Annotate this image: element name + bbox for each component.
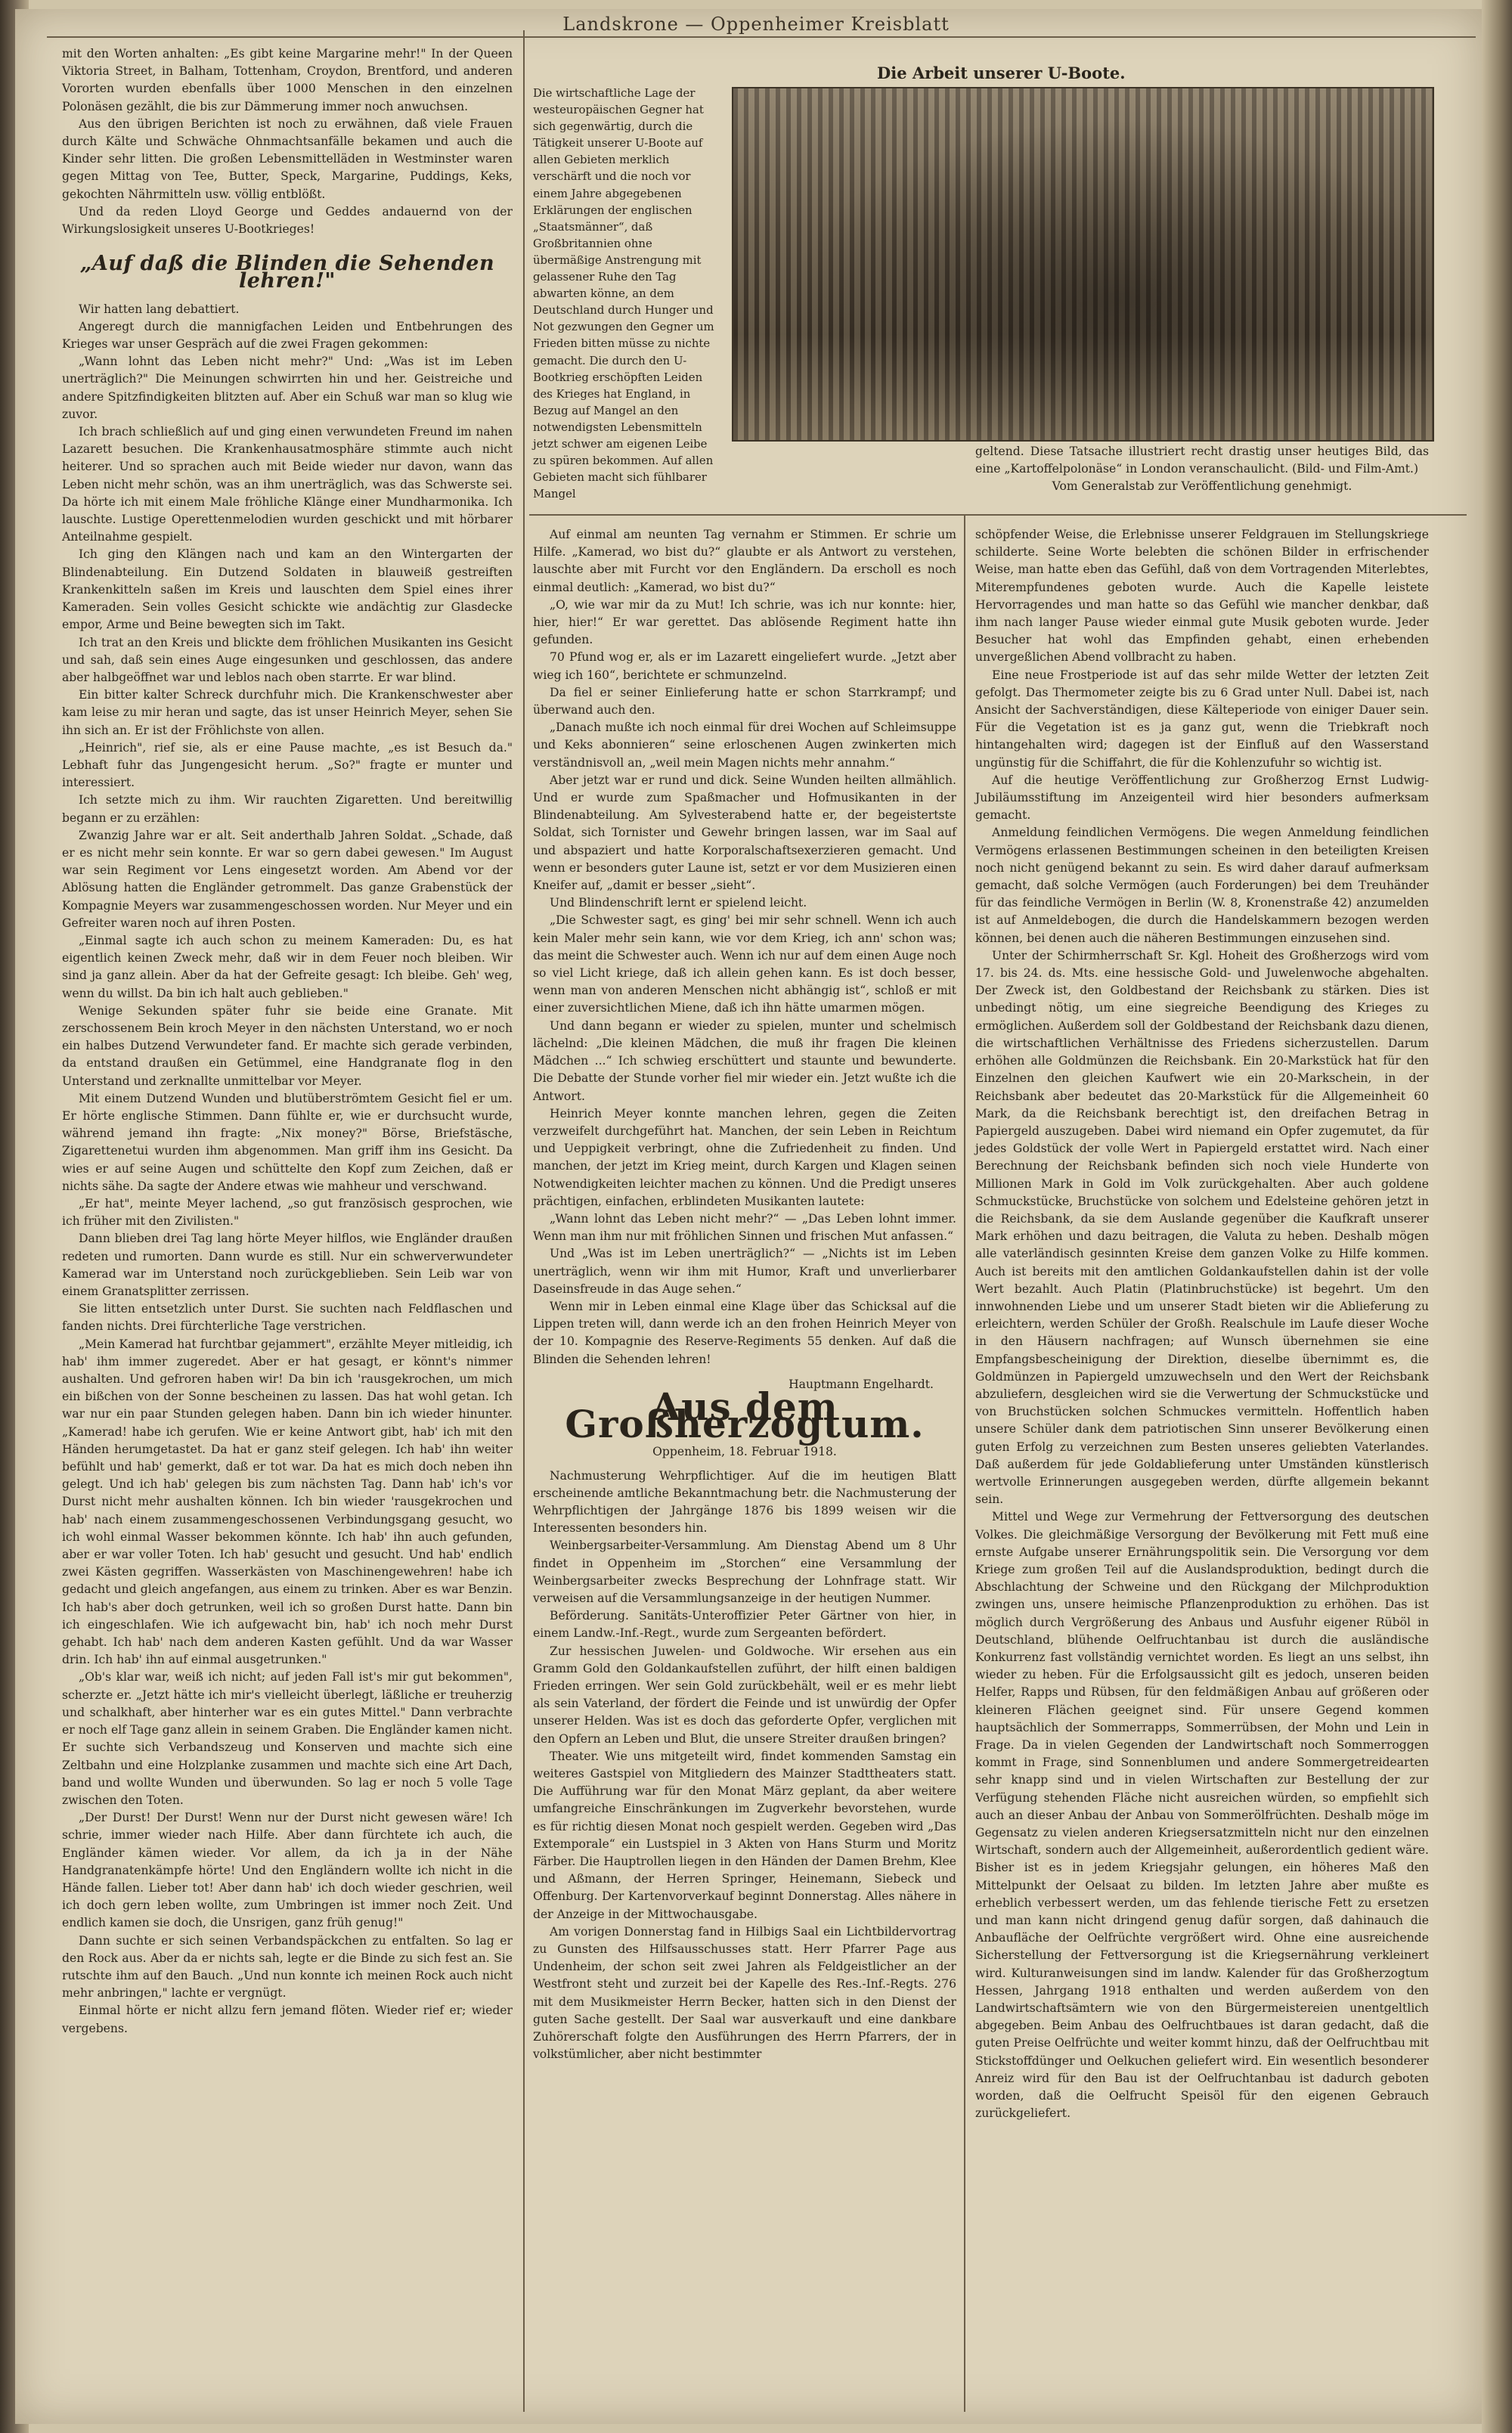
news-item: schöpfender Weise, die Erlebnisse unserer Feldgrauen im Stellungskriege schilderte. Seine Worte belebten die schönen Bilder in erfrischender Weise, man hatte eben das Gefühl, daß von dem Vortragenden Miterlebtes, Miterempfundenes geboten wurde. Auch die Kapelle leistete Hervorragendes und man hatte so das Gefühl wie mancher denkbar, daß ihm nach langer Pause wieder einmal gute Musik geboten wurde. Jeder Besucher hat wohl das Empfinden gehabt, einen erhebenden unvergeßlichen Abend vollbracht zu haben.	[975, 528, 1429, 665]
column-rule-left	[523, 30, 525, 2412]
story-paragraph: „Wann lohnt das Leben nicht mehr?“ — „Das Leben lohnt immer. Wenn man ihm nur mit fröhlichen Sinnen und frischen Mut anfassen.“	[533, 1211, 956, 1244]
column-middle	[533, 526, 956, 2063]
story-paragraph: Sie litten entsetzlich unter Durst. Sie suchten nach Feldflaschen und fanden nichts. Drei fürchterliche Tage verstrichen.	[62, 1302, 513, 1334]
story-paragraph: Ich ging den Klängen nach und kam an den Wintergarten der Blindenabteilung. Ein Dutzend Soldaten in blauweiß gestreiften Krankenkitteln saßen im Kreis und lauschten dem Spiel eines ihrer Kameraden. Sein volles Gesicht schickte wie andächtig zur Glasdecke empor, Arme und Beine bewegten sich im Takt.	[62, 547, 513, 632]
story-paragraph: Ein bitter kalter Schreck durchfuhr mich. Die Krankenschwester aber kam leise zu mir heran und sagte, das ist unser Heinrich Meyer, sehen Sie ihn sich an. Er ist der Fröhlichste von allen.	[62, 688, 513, 737]
story-paragraph: Da fiel er seiner Einlieferung hatte er schon Starrkrampf; und überwand auch den.	[533, 685, 956, 718]
story-paragraph: „Ob's klar war, weiß ich nicht; auf jeden Fall ist's mir gut bekommen", scherzte er. „Jetzt hätte ich mir's vielleicht überlegt, läßliche er treuherzig und schalkhaft, aber hinterher war es ein gutes Mittel." Dann verbrachte er noch elf Tage ganz allein in seinem Graben. Die Engländer kamen nicht. Er suchte sich Verbandszeug und Konserven und machte sich eine Zeltbahn und eine Holzplanke zusammen und machte sich eine Art Dach, band und wollte Wunden und überwunden. So lag er noch 5 volle Tage zwischen den Toten.	[62, 1670, 513, 1807]
story-paragraph: Heinrich Meyer konnte manchen lehren, gegen die Zeiten verzweifelt durchgeführt hat. Manchen, der sein Leben in Reichtum und Ueppigkeit verbringt, ohne die Zufriedenheit zu finden. Und manchen, der jetzt im Krieg meint, durch Kargen und Klagen seinen Notwendigkeiten leichter machen zu können. Und die Predigt unseres prächtigen, einfachen, erblindeten Musikanten lautete:	[533, 1106, 956, 1208]
story-paragraph: „Einmal sagte ich auch schon zu meinem Kameraden: Du, es hat eigentlich keinen Zweck mehr, daß wir in dem Feuer noch bleiben. Wir sind ja ganz allein. Aber da hat der Gefreite gesagt: Ich bleibe. Geh' weg, wenn du willst. Da bin ich halt auch geblieben."	[62, 933, 513, 1000]
story-paragraph: 70 Pfund wog er, als er im Lazarett eingeliefert wurde. „Jetzt aber wieg ich 160“, berichtete er schmunzelnd.	[533, 650, 956, 682]
header-rule	[47, 36, 1476, 38]
story-paragraph: „Der Durst! Der Durst! Wenn nur der Durst nicht gewesen wäre! Ich schrie, immer wieder nach Hilfe. Aber dann fürchtete ich auch, die Engländer kämen wieder. Vor allem, da ich ja in der Nähe Handgranatenkämpfe hörte! Und den Engländern wollte ich nicht in die Hände fallen. Lieber tot! Aber dann hab' ich doch wieder geschrien, weil ich doch gern leben wollte, zum Umbringen ist immer noch Zeit. Und endlich kamen sie doch, die Unsrigen, ganz früh genug!"	[62, 1811, 513, 1930]
story-paragraph: Wir hatten lang debattiert.	[79, 302, 240, 316]
story-paragraph: Dann blieben drei Tag lang hörte Meyer hilflos, wie Engländer draußen redeten und rumorten. Dann wurde es still. Nur ein schwerverwundeter Kamerad war im Unterstand noch zurückgeblieben. Sein Leib war von einem Granatsplitter zerrissen.	[62, 1232, 513, 1299]
queue-photograph	[732, 87, 1434, 442]
story-paragraph: „Heinrich", rief sie, als er eine Pause machte, „es ist Besuch da." Lebhaft fuhr das Jungengesicht herum. „So?" fragte er munter und interessiert.	[62, 740, 513, 790]
article-paragraph: mit den Worten anhalten: „Es gibt keine Margarine mehr!" In der Queen Viktoria Street, in Balham, Tottenham, Croydon, Brentford, und anderen Vororten wurden ebenfalls über 1000 Menschen in den einzelnen Polonäsen gezählt, die bis zur Dämmerung immer noch anwuchsen.	[62, 47, 513, 113]
photo-credit: Vom Generalstab zur Veröffentlichung genehmigt.	[1052, 479, 1352, 493]
story-paragraph: „Er hat", meinte Meyer lachend, „so gut französisch gesprochen, wie ich früher mit den Zivilisten."	[62, 1197, 513, 1229]
story-paragraph: Zwanzig Jahre war er alt. Seit anderthalb Jahren Soldat. „Schade, daß er es nicht mehr sein konnte. Er war so gern dabei gewesen." Im August war sein Regiment vor Lens eingesetzt worden. Am Abend vor der Ablösung hatten die Engländer getrommelt. Das ganze Grabenstück der Kompagnie Meyers war zusammengeschossen worden. Nur Meyer und ein Gefreiter waren noch auf ihren Posten.	[62, 828, 513, 930]
dateline: Oppenheim, 18. Februar 1918.	[652, 1445, 837, 1459]
story-paragraph: Wenn mir in Leben einmal eine Klage über das Schicksal auf die Lippen treten will, dann werde ich an den frohen Heinrich Meyer von der 10. Kompagnie des Reserve-Regiments 55 denken. Auf daß die Blinden die Sehenden lehren!	[533, 1299, 956, 1366]
photo-title: Die Arbeit unserer U-Boote.	[877, 64, 1126, 82]
story-paragraph: Und „Was ist im Leben unerträglich?“ — „Nichts ist im Leben unerträglich, wenn wir ihm mit Humor, Kraft und unverlierbarer Daseinsfreude in das Auge sehen.“	[533, 1247, 956, 1296]
news-item: Am vorigen Donnerstag fand in Hilbigs Saal ein Lichtbildervortrag zu Gunsten des Hilfsausschusses statt. Herr Pfarrer Page aus Undenheim, der schon seit zwei Jahren als Feldgeistlicher an der Westfront steht und zurzeit bei der Kapelle des Res.-Inf.-Regts. 276 mit dem Musikmeister Herrn Becker, hatten sich in den Dienst der guten Sache gestellt. Der Saal war ausverkauft und eine dankbare Zuhörerschaft folgte den Ausführungen des Herrn Pfarrers, der in volkstümlicher, aber nicht bestimmter	[533, 1924, 956, 2062]
news-item: Auf die heutige Veröffentlichung zur Großherzog Ernst Ludwig-Jubiläumsstiftung im Anzeigenteil wird hier besonders aufmerksam gemacht.	[975, 773, 1429, 823]
news-item: Nachmusterung Wehrpflichtiger. Auf die im heutigen Blatt erscheinende amtliche Bekanntmachung betr. die Nachmusterung der Wehrpflichtigen der Jahrgänge 1876 bis 1899 weisen wir die Interessenten besonders hin.	[533, 1468, 956, 1536]
photo-caption	[975, 443, 1429, 495]
news-item: Unter der Schirmherrschaft Sr. Kgl. Hoheit des Großherzogs wird vom 17. bis 24. ds. Mts. eine hessische Gold- und Juwelenwoche abgehalten. Der Zweck ist, den Goldbestand der Reichsbank zu stärken. Dies ist unbedingt nötig, um eine siegreiche Beendigung des Krieges zu ermöglichen. Außerdem soll der Goldbestand der Reichsbank dazu dienen, die wirtschaftlichen Verhältnisse des Friedens sicherzustellen. Darum erhöhen alle Goldmünzen die Reichsbank. Ein 20-Markstück hat für den Einzelnen den gleichen Kaufwert wie ein 20-Markschein, in der Reichsbank aber bedeutet das 20-Markstück für die Allgemeinheit 60 Mark, da die Reichsbank berechtigt ist, den dreifachen Betrag in Papiergeld auszugeben. Dabei wird niemand ein Opfer zugemutet, da für jedes Goldstück der volle Wert in Papiergeld erstattet wird. Nach einer Berechnung der Reichsbank befinden sich noch viele Hunderte von Millionen Mark in Gold im Volk zurückgehalten. Aber auch goldene Schmuckstücke, Bruchstücke von solchem und Edelsteine gehören jetzt in die Reichsbank, da sie dem Auslande gegenüber die Kaufkraft unserer Mark erhöhen und dazu beitragen, die Valuta zu heben. Deshalb mögen alle vaterländisch gesinnten Kreise dem ganzen Volke zu Hilfe kommen. Auch ist bereits mit den amtlichen Goldankaufstellen dahin ist der volle Wert bezahlt. Auch Platin (Platinbruchstücke) ist begehrt. Um den innwohnenden Liebe und um unserer Stadt bieten wir die Ablieferung zu erleichtern, werden Schüler der Großh. Realschule im Laufe dieser Woche in den Häusern nachfragen; auf Wunsch übernehmen sie eine Empfangsbescheinigung der Direktion, dieselbe übernimmt es, die Goldmünzen in Papiergeld umzuwechseln und den Wert der Reichsbank abzuliefern, desgleichen wird sie die Verwertung der Schmuckstücke und von Bruchstücken solchen Schmuckes vermitteln. Hoffentlich haben unsere Schüler dank dem patriotischen Sinn unserer Bevölkerung einen guten Erfolg zu verzeichnen zum Besten unseres geliebten Vaterlandes. Daß außerdem für jede Goldablieferung unter Umständen künstlerisch wertvolle Erinnerungen ausgegeben werden, dürfte allgemein bekannt sein.	[975, 948, 1429, 1507]
column-left	[62, 45, 513, 2404]
section-heading-grossherzogtum: Aus dem Großherzogtum.	[565, 1384, 925, 1447]
story-paragraph: Angeregt durch die mannigfachen Leiden und Entbehrungen des Krieges war unser Gespräch auf die zwei Fragen gekommen:	[62, 319, 513, 352]
news-item: Weinbergsarbeiter-Versammlung. Am Dienstag Abend um 8 Uhr findet in Oppenheim im „Storchen“ eine Versammlung der Weinbergsarbeiter zwecks Besprechung der Lohnfrage statt. Wir verweisen auf die Versammlungsanzeige in der heutigen Nummer.	[533, 1539, 956, 1605]
story-paragraph: Wenige Sekunden später fuhr sie beide eine Granate. Mit zerschossenem Bein kroch Meyer in den nächsten Unterstand, wo er noch ein halbes Dutzend Verwundeter fand. Er machte sich gerade verbinden, da entstand draußen ein Getümmel, eine Handgranate flog in den Unterstand und zerknallte unmittelbar vor Meyer.	[62, 1003, 513, 1088]
story-paragraph: „O, wie war mir da zu Mut! Ich schrie, was ich nur konnte: hier, hier, hier!“ Er war gerettet. Das ablösende Regiment hatte ihn gefunden.	[533, 597, 956, 647]
news-item: Zur hessischen Juwelen- und Goldwoche. Wir ersehen aus ein Gramm Gold den Goldankaufstellen zuführt, der hilft einen baldigen Frieden erringen. Wer sein Gold zurückbehält, weil er es mehr liebt als sein Vaterland, der fördert die Feinde und ist unwürdig der Opfer unserer Helden. Was ist es doch das geforderte Opfer, verglichen mit den Opfern an Leben und Blut, die unsere Streiter draußen bringen?	[533, 1644, 956, 1746]
story-paragraph: Einmal hörte er nicht allzu fern jemand flöten. Wieder rief er; wieder vergebens.	[62, 2004, 513, 2035]
column-rule-right	[964, 514, 965, 2412]
story-paragraph: „Danach mußte ich noch einmal für drei Wochen auf Schleimsuppe und Keks abonnieren“ seine erloschenen Augen zwinkerten mich verständnisvoll an, „weil mein Magen nichts mehr annahm.“	[533, 721, 956, 770]
story-paragraph: Aber jetzt war er rund und dick. Seine Wunden heilten allmählich. Und er wurde zum Spaßmacher und Hofmusikanten in der Blindenabteilung. Am Sylvesterabend hatte er, der begeistertste Soldat, sich Tornister und Gewehr bringen lassen, war im Saal auf und abspaziert und hatte Korporalschaftsexerzieren gemacht. Und wenn er besonders guter Laune ist, setzt er vor dem Musizieren einen Kneifer auf, „damit er besser „sieht“.	[533, 773, 956, 893]
story-paragraph: Mit einem Dutzend Wunden und blutüberströmtem Gesicht fiel er um. Er hörte englische Stimmen. Dann fühlte er, wie er durchsucht wurde, während jemand ihn fragte: „Nix money?" Börse, Briefstäsche, Zigarettenetui wurden ihm abgenommen. Man griff ihm ins Gesicht. Da wies er auf seine Augen und schüttelte den Kopf zum Zeichen, daß er nichts sähe. Da sagte der Andere etwas wie mahheur und verschwand.	[62, 1091, 513, 1193]
article-signature: Hauptmann Engelhardt.	[789, 1377, 934, 1391]
news-item: Mittel und Wege zur Vermehrung der Fettversorgung des deutschen Volkes. Die gleichmäßige Versorgung der Bevölkerung mit Fett muß eine ernste Aufgabe unserer Ernährungspolitik sein. Die Versorgung vor dem Kriege zum großen Teil auf die Auslandsproduktion, bedingt durch die Abschlachtung der Schweine und den Rückgang der Milchproduktion zwingen uns, unsere heimische Pflanzenproduktion zu erhöhen. Das ist möglich durch Vergrößerung des Anbaus und Ausfuhr eigener Rüböl in Deutschland, blühende Oelfruchtanbau ist durch die ausländische Konkurrenz fast vollständig vernichtet worden. Es liegt an uns selbst, ihn wieder zu heben. Für die Erfolgsaussicht gilt es jedoch, unseren beiden Helfer, Rapps und Rübsen, für den feldmäßigen Anbau auf größeren oder kleineren Flächen geeignet sind. Für unsere Gegend kommen hauptsächlich der Sommerrapps, Sommerrübsen, der Mohn und Lein in Frage. Da in vielen Gegenden der Landwirtschaft noch Sommerroggen kommt in Frage, sind Sonnenblumen und andere Sommergetreidearten sehr knapp sind und in vielen Wirtschaften zur Bestellung der zur Verfügung stehenden Fläche nicht ausreichen würden, so empfiehlt sich auch an dieser Anbau der Anbau von Sommerölfrüchten. Deshalb möge im Gegensatz zu vielen anderen Kriegsersatzmitteln nicht nur den einzelnen Wirtschaft, sondern auch der Allgemeinheit, außerordentlich gedient wäre. Bisher ist es in jedem Kriegsjahr gelungen, ein höheres Maß den Mittelpunkt der Oelsaat zu bilden. Im letzten Jahre aber mußte es erheblich verbessert werden, um das fehlende tierische Fett zu ersetzen und man kann nicht dringend genug dafür sorgen, daß dahinauch die Anbaufläche der Oelfrüchte vergrößert wird. Ohne eine ausreichende Sicherstellung der Fettversorgung ist die Kriegsernährung verkleinert wird. Kulturanweisungen sind im landw. Kalender für das Großherzogtum Hessen, Jahrgang 1918 enthalten und werden außerdem von den Landwirtschaftsämtern wie von den Bürgermeistereien unentgeltlich abgegeben. Beim Anbau des Oelfruchtbaues ist daran gedacht, daß die guten Preise Oelfrüchte und weiter kommt hinzu, daß der Oelfruchtbau mit Stickstoffdünger und Oelkuchen geliefert wird. Ein wesentlich besonderer Anreiz wird für den Bau ist der Oelfruchtanbau ist dadurch geboten worden, daß die Oelfrucht Speisöl für den eigenen Gebrauch zurückgeliefert.	[975, 1510, 1429, 2121]
story-paragraph: „Die Schwester sagt, es ging' bei mir sehr schnell. Wenn ich auch kein Maler mehr sein kann, wie vor dem Krieg, ich ann' schon was; das meint die Schwester auch. Wenn ich nur auf dem einen Auge noch so viel Licht kriege, daß ich allein gehen kann. Es ist doch besser, wenn man von anderen Menschen nicht abhängig ist“, schloß er mit einer zuversichtlichen Miene, daß ich ihn hätte umarmen mögen.	[533, 913, 956, 1015]
binding-edge-right	[1482, 0, 1512, 2433]
story-paragraph: Ich trat an den Kreis und blickte dem fröhlichen Musikanten ins Gesicht und sah, daß sein eines Auge eingesunken und geschlossen, das andere aber halbgeöffnet war und leblos nach oben starrte. Er war blind.	[62, 635, 513, 684]
story-paragraph: Dann suchte er sich seinen Verbandspäckchen zu entfalten. So lag er den Rock aus. Aber da er nichts sah, legte er die Binde zu sich fest an. Sie rutschte ihm auf den Bauch. „Und nun konnte ich meinen Rock auch nicht mehr anbringen," lachte er vergnügt.	[62, 1933, 513, 2001]
running-head: Landskrone — Oppenheimer Kreisblatt	[562, 14, 950, 35]
story-paragraph: „Mein Kamerad hat furchtbar gejammert", erzählte Meyer mitleidig, ich hab' ihm immer zugeredet. Aber er hat gesagt, er könnt's nimmer aushalten. Und gefroren haben wir! Da bin ich 'rausgekrochen, um mich ein bißchen von der Sonne bescheinen zu lassen. Das hat wohl getan. Ich war nur ein paar Stunden gelegen haben. Dann bin ich wieder hinunter. „Kamerad! habe ich gerufen. Wie er keine Antwort gibt, hab' ich mit den Händen herumgetastet. Da hat er ganz steif gelegen. Ich hab' ihn weiter befühlt und hab' gemerkt, daß er tot war. Da hat es mich doch neben ihn gelegt. Und ich hab' gelegen bis zum nächsten Tag. Dann hab' ich's vor Durst nicht mehr aushalten können. Ich bin wieder 'rausgekrochen und hab' nach einem zusammengeschossenen Verbindungsgang gesucht, wo ich wohl einmal Wasser bekommen könnte. Ich hab' ihn auch gefunden, aber er war voller Toten. Ich hab' gesucht und gesucht. Und hab' endlich zwei Kästen gegriffen. Wasserkästen von Maschinengewehren! habe ich gedacht und gleich angefangen, aus einem zu trinken. Aber es war Benzin. Ich hab's aber doch getrunken, weil ich so großen Durst hatte. Dann bin ich eingeschlafen. Wie ich aufgewacht bin, hab' ich noch mehr Durst gehabt. Ich hab' nach dem anderen Kasten gefühlt. Und da war Wasser drin. Ich hab' ihn auf einmal ausgetrunken."	[62, 1337, 513, 1667]
story-paragraph: „Wann lohnt das Leben nicht mehr?" Und: „Was ist im Leben unerträglich?" Die Meinungen schwirrten hin und her. Geistreiche und andere Spitzfindigkeiten blitzten auf. Aber ein Schuß war man so klug wie zuvor.	[62, 355, 513, 421]
news-item: Eine neue Frostperiode ist auf das sehr milde Wetter der letzten Zeit gefolgt. Das Thermometer zeigte bis zu 6 Grad unter Null. Dabei ist, nach Ansicht der Sachverständigen, diese Kälteperiode von einiger Dauer sein. Für die Vegetation ist es ja ganz gut, wenn die Triebkraft noch hintangehalten wird; dagegen ist der Einfluß auf den Wasserstand ungünstig für die Schiffahrt, die für die Kohlenzufuhr so wichtig ist.	[975, 668, 1429, 770]
photo-caption-text: geltend. Diese Tatsache illustriert recht drastig unser heutiges Bild, das eine „Kartoffelpolonäse“ in London veranschaulicht. (Bild- und Film-Amt.)	[975, 445, 1429, 476]
article-paragraph: Aus den übrigen Berichten ist noch zu erwähnen, daß viele Frauen durch Kälte und Schwäche Ohnmachtsanfälle bekamen und auch die Kinder sehr litten. Die großen Lebensmittelläden in Westminster waren gegen Mittag von Tee, Butter, Speck, Margarine, Puddings, Keks, gekochten Nährmitteln usw. völlig entblößt.	[62, 116, 513, 201]
article-paragraph: Und da reden Lloyd George und Geddes andauernd von der Wirkungslosigkeit unseres U-Bootkrieges!	[62, 204, 513, 237]
story-paragraph: Ich setzte mich zu ihm. Wir rauchten Zigaretten. Und bereitwillig begann er zu erzählen:	[62, 793, 513, 825]
story-paragraph: Auf einmal am neunten Tag vernahm er Stimmen. Er schrie um Hilfe. „Kamerad, wo bist du?“ glaubte er als Antwort zu verstehen, lauschte aber mit Furcht vor den Engländern. Da erscholl es noch einmal deutlich: „Kamerad, wo bist du?“	[533, 528, 956, 594]
news-item: Beförderung. Sanitäts-Unteroffizier Peter Gärtner von hier, in einem Landw.-Inf.-Regt., wurde zum Sergeanten befördert.	[533, 1609, 956, 1641]
news-item: Theater. Wie uns mitgeteilt wird, findet kommenden Samstag ein weiteres Gastspiel von Mitgliedern des Mainzer Stadttheaters statt. Die Aufführung war für den Monat März geplant, da aber weitere umfangreiche Einschränkungen im Zugverkehr bevorstehen, wurde es für richtig diesen Monat noch gespielt werden. Gegeben wird „Das Extemporale“ ein Lustspiel in 3 Akten von Hans Sturm und Moritz Färber. Die Hauptrollen liegen in den Händen der Damen Brehm, Klee und Aßmann, der Herren Springer, Heinemann, Siebeck und Offenburg. Der Kartenvorverkauf beginnt Donnerstag. Alles nähere in der Anzeige in der Mittwochausgabe.	[533, 1749, 956, 1921]
article-heading-blind: „Auf daß die Blinden die Sehenden lehren!"	[79, 252, 495, 293]
story-paragraph: Ich brach schließlich auf und ging einen verwundeten Freund im nahen Lazarett besuchen. Die Krankenhausatmosphäre stimmte auch nicht heiterer. Und so sprachen auch mit Beide wieder nur davon, wann das Leben nicht mehr schön, was an ihm unerträglich, was das Schwerste sei. Da hörte ich mit einem Male fröhliche Klänge einer Mundharmonika. Ich lauschte. Lustige Operettenmelodien wurden geschickt und mit hörbarer Anteilnahme gespielt.	[62, 425, 513, 544]
story-paragraph: Und Blindenschrift lernt er spielend leicht.	[550, 896, 807, 910]
column-right	[975, 526, 1429, 2122]
news-item: Anmeldung feindlichen Vermögens. Die wegen Anmeldung feindlichen Vermögens erlassenen Bestimmungen scheinen in den beteiligten Kreisen noch nicht genügend bekannt zu sein. Es wird daher darauf aufmerksam gemacht, daß solche Vermögen (auch Forderungen) bei dem Treuhänder für das feindliche Vermögen in Berlin (W. 8, Kronenstraße 42) anzumelden ist auf Anmeldebogen, die durch die Handelskammern bezogen werden können, bei denen auch die näheren Bestimmungen einzusehen sind.	[975, 826, 1429, 945]
photo-side-text: Die wirtschaftliche Lage der westeuropäischen Gegner hat sich gegenwärtig, durch die Tätigkeit unserer U-Boote auf allen Gebieten merklich verschärft und die noch vor einem Jahre abgegebenen Erklärungen der englischen „Staatsmänner“, daß Großbritannien ohne übermäßige Anstrengung mit gelassener Ruhe den Tag abwarten könne, an dem Deutschland durch Hunger und Not gezwungen den Gegner um Frieden bitten müsse zu nichte gemacht. Die durch den U-Bootkrieg erschöpften Leiden des Krieges hat England, in Bezug auf Mangel an den notwendigsten Lebensmitteln jetzt schwer am eigenen Leibe zu spüren bekommen. Auf allen Gebieten macht sich fühlbarer Mangel	[533, 86, 714, 501]
story-paragraph: Und dann begann er wieder zu spielen, munter und schelmisch lächelnd: „Die kleinen Mädchen, die muß ihr fragen Die kleinen Mädchen ...“ Ich schwieg erschüttert und staunte und bewunderte. Die Debatte der Stunde vorher fiel mir wieder ein. Jetzt wußte ich die Antwort.	[533, 1018, 956, 1103]
photo-section-rule	[529, 514, 1467, 516]
